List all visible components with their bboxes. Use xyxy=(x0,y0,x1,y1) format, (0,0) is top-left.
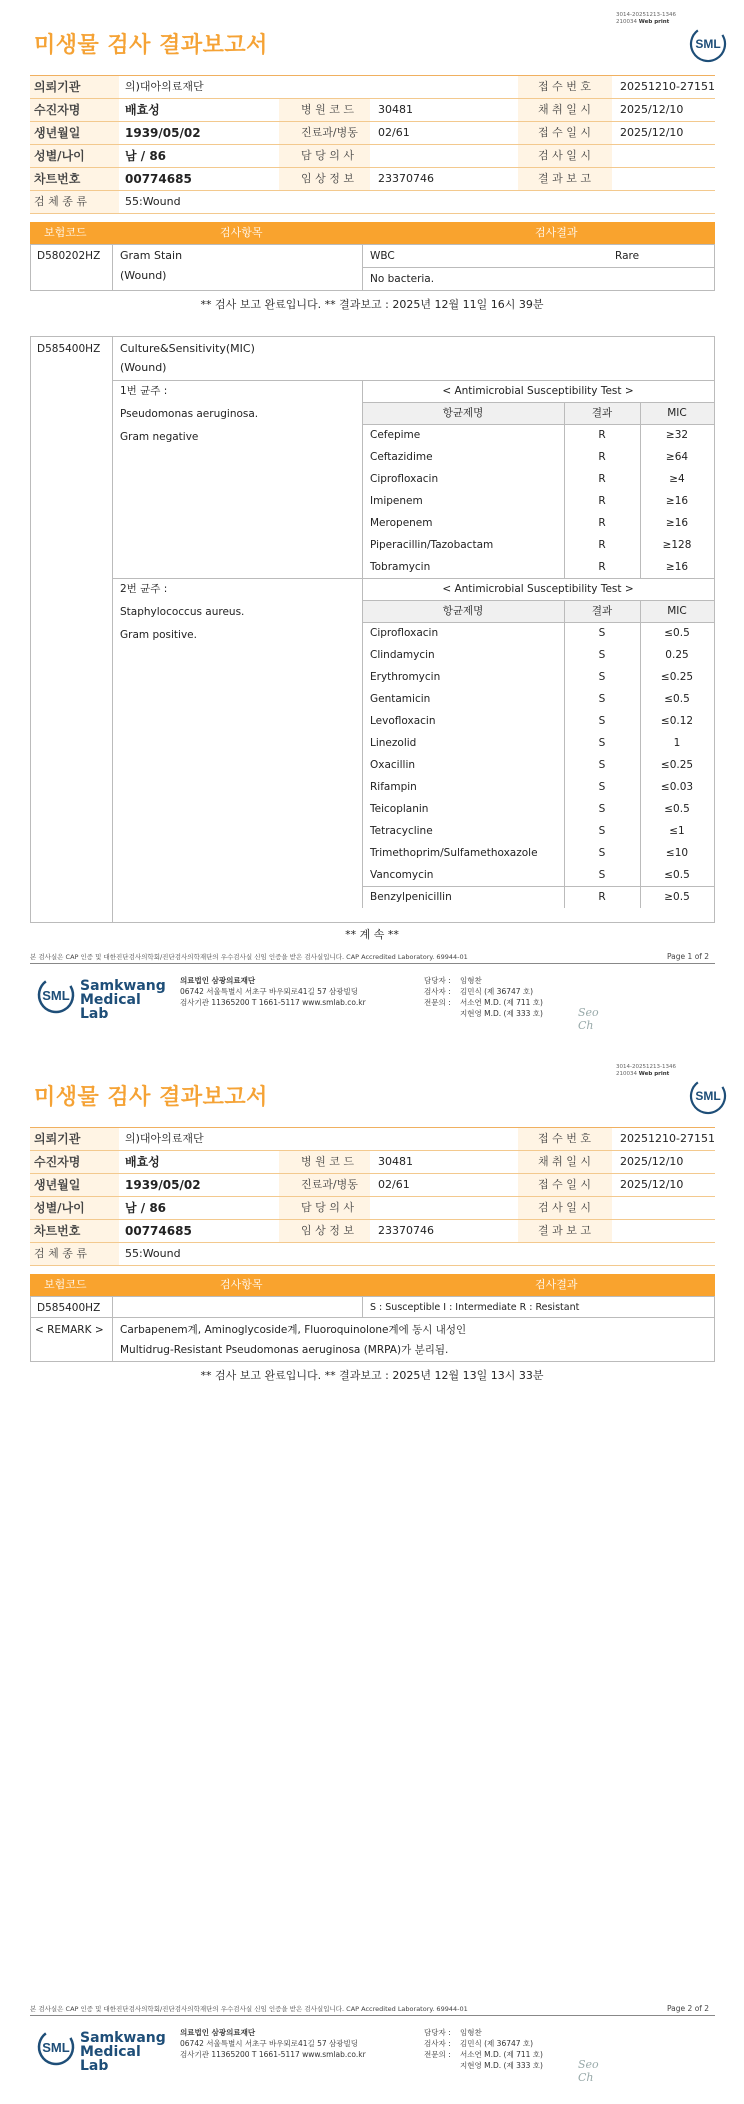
info-label: 병 원 코 드 xyxy=(279,99,370,121)
ast-drug: Oxacillin xyxy=(370,759,416,771)
staff-list xyxy=(424,2027,574,2071)
ast-mic: ≥16 xyxy=(665,561,689,573)
result-header xyxy=(30,222,715,244)
ast-drug: Tetracycline xyxy=(370,825,433,837)
info-label: 병 원 코 드 xyxy=(279,1151,370,1173)
ast-drug: Ceftazidime xyxy=(370,451,433,463)
bacteria-result: No bacteria. xyxy=(370,273,435,285)
final-report-status: ** 검사 보고 완료입니다. ** 결과보고 : 2025년 12월 13일 13시 33분 xyxy=(200,1369,544,1382)
info-label: 성별/나이 xyxy=(30,1197,119,1219)
staff-row xyxy=(424,986,574,997)
info-value xyxy=(620,1197,715,1219)
ast-result: R xyxy=(598,495,606,507)
col-item: 검사항목 xyxy=(220,226,263,239)
info-label: 생년월일 xyxy=(30,122,119,144)
info-label: 채 취 일 시 xyxy=(518,99,612,121)
info-label: 의뢰기관 xyxy=(30,76,119,98)
info-value xyxy=(378,145,518,167)
staff-name: 서소연 M.D. (제 711 호) xyxy=(460,2050,543,2059)
ast-vline xyxy=(640,402,641,578)
ast-result: S xyxy=(598,715,606,727)
ast-mic: ≤0.03 xyxy=(660,781,694,793)
gram-specimen: (Wound) xyxy=(120,269,167,282)
culture-test-name: Culture&Sensitivity(MIC) xyxy=(120,342,255,355)
staff-name: 임형찬 xyxy=(460,2028,482,2037)
info-label: 담 당 의 사 xyxy=(279,1197,370,1219)
col-code: 보험코드 xyxy=(44,1278,87,1291)
ast-drug: Trimethoprim/Sulfamethoxazole xyxy=(370,847,538,859)
patient-info-row xyxy=(30,1151,715,1174)
remark-line-2: Multidrug-Resistant Pseudomonas aeruginosa (MRPA)가 분리됨. xyxy=(120,1344,449,1356)
patient-info-row xyxy=(30,76,715,99)
lab-address: 의료법인 삼광의료재단 06742 서울특별시 서초구 바우뫼로41길 57 삼광빌딩 검사기관 11365200 T 1661-5117 www.smlab.co.kr xyxy=(180,2028,366,2059)
info-label: 수진자명 xyxy=(30,1151,119,1173)
info-label: 차트번호 xyxy=(30,1220,119,1242)
ast-drug: Cefepime xyxy=(370,429,421,441)
lab-logo xyxy=(36,975,166,1022)
remark-block xyxy=(30,1296,715,1362)
ast-result: R xyxy=(598,451,606,463)
info-label: 진료과/병동 xyxy=(279,122,370,144)
staff-row xyxy=(424,2038,574,2049)
info-value: 00774685 xyxy=(125,172,192,186)
info-value: 2025/12/10 xyxy=(620,103,684,116)
patient-info-row xyxy=(30,191,715,214)
info-label: 결 과 보 고 xyxy=(518,168,612,190)
ast-drug: Linezolid xyxy=(370,737,417,749)
info-value: 2025/12/10 xyxy=(620,1178,684,1191)
staff-row xyxy=(424,2049,574,2060)
ast-mic: ≤10 xyxy=(665,847,689,859)
ast-mic: ≤0.25 xyxy=(660,671,694,683)
ast-col-mic: MIC xyxy=(667,407,687,419)
patient-info-row xyxy=(30,1220,715,1243)
ast-drug: Benzylpenicillin xyxy=(370,891,452,903)
organism-name: Staphylococcus aureus. xyxy=(120,606,245,618)
info-value xyxy=(620,1220,715,1242)
staff-name: 김민식 (제 36747 호) xyxy=(460,987,534,996)
culture-block xyxy=(30,336,715,923)
ast-mic: ≥64 xyxy=(665,451,689,463)
ast-result: R xyxy=(598,429,606,441)
ast-drug: Piperacillin/Tazobactam xyxy=(370,539,494,551)
patient-info-row xyxy=(30,1243,715,1266)
info-label: 수진자명 xyxy=(30,99,119,121)
lab-logo xyxy=(36,2027,166,2074)
info-label: 결 과 보 고 xyxy=(518,1220,612,1242)
staff-row xyxy=(424,2060,574,2071)
staff-name: 지현영 M.D. (제 333 호) xyxy=(460,1009,543,1018)
page-number: Page 1 of 2 xyxy=(667,952,710,961)
info-label: 의뢰기관 xyxy=(30,1128,119,1150)
ast-result: R xyxy=(598,517,606,529)
ast-row-line xyxy=(362,886,714,887)
ast-mic: ≤0.5 xyxy=(664,803,690,815)
ast-mic: ≥128 xyxy=(662,539,692,551)
ast-mic: ≤1 xyxy=(669,825,685,837)
gram-report-status: ** 검사 보고 완료입니다. ** 결과보고 : 2025년 12월 11일 16시 39분 xyxy=(200,298,544,311)
col-code: 보험코드 xyxy=(44,226,87,239)
info-value: 배효성 xyxy=(125,103,160,117)
svg-text:SML: SML xyxy=(42,988,70,1003)
ast-col-result: 결과 xyxy=(591,605,613,617)
svg-text:SML: SML xyxy=(42,2040,70,2055)
info-label: 임 상 정 보 xyxy=(279,1220,370,1242)
info-value: 20251210-27151 xyxy=(620,1132,715,1145)
ast-mic: 0.25 xyxy=(665,649,689,661)
ast-result: S xyxy=(598,693,606,705)
ast-vline xyxy=(640,600,641,908)
info-value: 30481 xyxy=(378,103,413,116)
ast-mic: ≤0.5 xyxy=(664,627,690,639)
staff-role: 담당자 : xyxy=(424,976,451,985)
info-label: 접 수 번 호 xyxy=(518,1128,612,1150)
ast-title: < Antimicrobial Susceptibility Test > xyxy=(442,583,634,595)
continued-note: ** 계 속 ** xyxy=(345,928,399,941)
patient-info-row xyxy=(30,1197,715,1220)
ast-drug: Erythromycin xyxy=(370,671,441,683)
ast-result: S xyxy=(598,737,606,749)
patient-info-row xyxy=(30,1128,715,1151)
staff-row xyxy=(424,1008,574,1019)
staff-name: 임형찬 xyxy=(460,976,482,985)
lab-name-2: Medical Lab xyxy=(80,992,141,1022)
remark-label: < REMARK > xyxy=(35,1324,104,1336)
ast-mic: ≤0.5 xyxy=(664,869,690,881)
staff-role: 담당자 : xyxy=(424,2028,451,2037)
svg-text:SML: SML xyxy=(695,1089,721,1103)
patient-info xyxy=(30,75,715,214)
sml-logo-icon xyxy=(689,1077,727,1115)
info-label: 임 상 정 보 xyxy=(279,168,370,190)
info-value: 02/61 xyxy=(378,1178,410,1191)
info-value: 배효성 xyxy=(125,1155,160,1169)
info-value: 1939/05/02 xyxy=(125,1178,201,1192)
ast-mic: ≥16 xyxy=(665,517,689,529)
info-label: 접 수 번 호 xyxy=(518,76,612,98)
ast-result: S xyxy=(598,847,606,859)
ast-result: R xyxy=(598,539,606,551)
info-value: 2025/12/10 xyxy=(620,126,684,139)
ast-drug: Tobramycin xyxy=(370,561,431,573)
organism-label: 1번 균주 : xyxy=(120,385,168,397)
col-result: 검사결과 xyxy=(535,226,578,239)
organism-gram: Gram positive. xyxy=(120,629,197,641)
info-value: 30481 xyxy=(378,1155,413,1168)
info-value: 02/61 xyxy=(378,126,410,139)
ast-mic: ≥0.5 xyxy=(664,891,690,903)
staff-row xyxy=(424,2027,574,2038)
ast-result: S xyxy=(598,649,606,661)
ast-col-drug: 항균제명 xyxy=(442,407,484,419)
ast-result: S xyxy=(598,627,606,639)
staff-name: 서소연 M.D. (제 711 호) xyxy=(460,998,543,1007)
gram-test-name: Gram Stain xyxy=(120,249,183,262)
info-value xyxy=(620,168,715,190)
ast-result: S xyxy=(598,869,606,881)
info-label: 접 수 일 시 xyxy=(518,1174,612,1196)
ast-drug: Gentamicin xyxy=(370,693,431,705)
ast-drug: Levofloxacin xyxy=(370,715,436,727)
ast-drug: Imipenem xyxy=(370,495,423,507)
cap-certification: 본 검사실은 CAP 인증 및 대한진단검사의학회/진단검사의학재단의 우수검사실 신임 인증을 받은 검사실입니다. CAP Accredited Laboratory. 69944-01 xyxy=(30,953,468,961)
result-legend: S : Susceptible I : Intermediate R : Resistant xyxy=(370,1302,580,1313)
ast-result: R xyxy=(598,891,606,903)
info-value: 1939/05/02 xyxy=(125,126,201,140)
patient-info-row xyxy=(30,1174,715,1197)
lab-name-1: Samkwang xyxy=(80,2030,166,2046)
info-value: 의)대아의료재단 xyxy=(125,80,204,93)
patient-info xyxy=(30,1127,715,1266)
staff-role: 검사자 : xyxy=(424,987,451,996)
organism-gram: Gram negative xyxy=(120,431,199,443)
report-title: 미생물 검사 결과보고서 xyxy=(34,1085,268,1110)
remark-line-1: Carbapenem계, Aminoglycoside계, Fluoroquinolone계에 동시 내성인 xyxy=(120,1324,467,1336)
ast-drug: Ciprofloxacin xyxy=(370,473,439,485)
ast-mic: ≤0.5 xyxy=(664,693,690,705)
ast-vline xyxy=(362,578,363,908)
info-label: 차트번호 xyxy=(30,168,119,190)
info-value: 의)대아의료재단 xyxy=(125,1132,204,1145)
staff-name: 김민식 (제 36747 호) xyxy=(460,2039,534,2048)
svg-text:SML: SML xyxy=(695,37,721,51)
sml-logo-icon xyxy=(36,2027,76,2067)
ast-mic: ≥4 xyxy=(669,473,685,485)
ast-header-line xyxy=(362,424,714,425)
ast-result: S xyxy=(598,803,606,815)
wbc-value: Rare xyxy=(615,250,640,262)
report-page-2 xyxy=(0,1052,744,2104)
info-value: 남 / 86 xyxy=(125,1201,167,1215)
ast-result: S xyxy=(598,781,606,793)
patient-info-row xyxy=(30,99,715,122)
print-info: 3014-20251213-1346 210034 Web print xyxy=(616,12,676,25)
lab-name-2: Medical Lab xyxy=(80,2044,141,2074)
staff-list xyxy=(424,975,574,1019)
ast-col-drug: 항균제명 xyxy=(442,605,484,617)
info-value xyxy=(378,1197,518,1219)
ast-drug: Ciprofloxacin xyxy=(370,627,439,639)
signature: Seo Ch xyxy=(578,1006,599,1032)
staff-role: 검사자 : xyxy=(424,2039,451,2048)
info-label: 검 사 일 시 xyxy=(518,145,612,167)
wbc-label: WBC xyxy=(370,250,395,262)
info-label: 진료과/병동 xyxy=(279,1174,370,1196)
info-label: 담 당 의 사 xyxy=(279,145,370,167)
ast-result: S xyxy=(598,759,606,771)
culture-specimen: (Wound) xyxy=(120,361,167,374)
cap-certification: 본 검사실은 CAP 인증 및 대한진단검사의학회/진단검사의학재단의 우수검사실 신임 인증을 받은 검사실입니다. CAP Accredited Laboratory. 69944-01 xyxy=(30,2005,468,2013)
ast-vline xyxy=(564,600,565,908)
staff-role: 전문의 : xyxy=(424,998,451,1007)
info-label: 접 수 일 시 xyxy=(518,122,612,144)
info-value: 20251210-27151 xyxy=(620,80,715,93)
info-label: 생년월일 xyxy=(30,1174,119,1196)
col-item: 검사항목 xyxy=(220,1278,263,1291)
ast-col-mic: MIC xyxy=(667,605,687,617)
ast-result: R xyxy=(598,561,606,573)
print-info: 3014-20251213-1346 210034 Web print xyxy=(616,1064,676,1077)
signature: Seo Ch xyxy=(578,2058,599,2084)
info-value: 23370746 xyxy=(378,172,434,185)
culture-code: D585400HZ xyxy=(37,1302,101,1314)
result-header xyxy=(30,1274,715,1296)
staff-row xyxy=(424,997,574,1008)
ast-drug: Vancomycin xyxy=(370,869,434,881)
culture-code: D585400HZ xyxy=(37,343,101,355)
ast-drug: Meropenem xyxy=(370,517,433,529)
lab-address: 의료법인 삼광의료재단 06742 서울특별시 서초구 바우뫼로41길 57 삼광빌딩 검사기관 11365200 T 1661-5117 www.smlab.co.kr xyxy=(180,976,366,1007)
ast-mic: 1 xyxy=(673,737,681,749)
sml-logo-icon xyxy=(689,25,727,63)
ast-vline xyxy=(362,380,363,578)
info-value: 23370746 xyxy=(378,1224,434,1237)
report-title: 미생물 검사 결과보고서 xyxy=(34,33,268,58)
staff-row xyxy=(424,975,574,986)
ast-result: S xyxy=(598,671,606,683)
info-label: 검 사 일 시 xyxy=(518,1197,612,1219)
organism-divider xyxy=(112,578,714,579)
organism-name: Pseudomonas aeruginosa. xyxy=(120,408,259,420)
info-value: 55:Wound xyxy=(125,1247,181,1260)
info-value: 남 / 86 xyxy=(125,149,167,163)
ast-drug: Clindamycin xyxy=(370,649,435,661)
info-label: 성별/나이 xyxy=(30,145,119,167)
ast-vline xyxy=(564,402,565,578)
ast-mic: ≤0.12 xyxy=(660,715,694,727)
ast-mic: ≥16 xyxy=(665,495,689,507)
patient-info-row xyxy=(30,168,715,191)
patient-info-row xyxy=(30,145,715,168)
staff-name: 지현영 M.D. (제 333 호) xyxy=(460,2061,543,2070)
col-result: 검사결과 xyxy=(535,1278,578,1291)
ast-drug: Teicoplanin xyxy=(370,803,429,815)
info-label: 채 취 일 시 xyxy=(518,1151,612,1173)
info-label: 검 체 종 류 xyxy=(30,1243,119,1265)
ast-drug: Rifampin xyxy=(370,781,417,793)
info-value xyxy=(620,145,715,167)
sml-logo-icon xyxy=(36,975,76,1015)
info-value: 55:Wound xyxy=(125,195,181,208)
ast-result: S xyxy=(598,825,606,837)
page-number: Page 2 of 2 xyxy=(667,2004,710,2013)
ast-mic: ≤0.25 xyxy=(660,759,694,771)
ast-header-line xyxy=(362,622,714,623)
organism-label: 2번 균주 : xyxy=(120,583,168,595)
staff-role: 전문의 : xyxy=(424,2050,451,2059)
gram-code: D580202HZ xyxy=(37,250,101,262)
patient-info-row xyxy=(30,122,715,145)
ast-col-result: 결과 xyxy=(591,407,613,419)
ast-result: R xyxy=(598,473,606,485)
info-value: 00774685 xyxy=(125,1224,192,1238)
info-label: 검 체 종 류 xyxy=(30,191,119,213)
info-value: 2025/12/10 xyxy=(620,1155,684,1168)
ast-mic: ≥32 xyxy=(665,429,689,441)
gram-stain-block xyxy=(30,244,715,291)
ast-title: < Antimicrobial Susceptibility Test > xyxy=(442,385,634,397)
lab-name-1: Samkwang xyxy=(80,978,166,994)
